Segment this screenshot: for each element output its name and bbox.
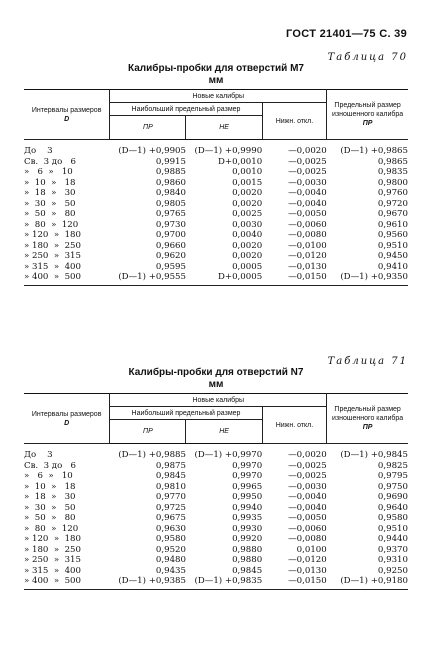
lower-dev-cell: —0,0120 <box>288 555 327 565</box>
worn-cell: 0,9610 <box>377 219 408 230</box>
lower-dev-cell: —0,0030 <box>288 177 327 188</box>
header-intervals-sym: D <box>64 419 70 427</box>
ne-cell: 0,0020 <box>232 251 263 261</box>
ne-cell: 0,0030 <box>232 219 263 230</box>
interval-cell: » 10 » 18 <box>24 481 76 492</box>
header-intervals <box>24 90 110 140</box>
worn-cell: (D—1) +0,9350 <box>340 272 408 282</box>
worn-cell: 0,9560 <box>377 230 408 240</box>
pr-cell: 0,9770 <box>155 492 186 502</box>
pr-cell: (D—1) +0,9885 <box>118 450 186 460</box>
lower-dev-cell: —0,0025 <box>288 167 327 177</box>
table-row <box>24 513 408 524</box>
ne-cell: 0,0040 <box>232 230 263 240</box>
pr-cell: 0,9630 <box>155 523 186 534</box>
pr-cell: 0,9435 <box>155 565 186 576</box>
table-row <box>24 524 408 535</box>
ne-cell: 0,9950 <box>232 492 263 502</box>
table-row <box>24 140 408 157</box>
table-71-unit: мм <box>208 379 224 390</box>
table-row <box>24 576 408 589</box>
interval-cell: » 180 » 250 <box>24 544 81 555</box>
header-lower-dev: Нижн. откл. <box>262 103 327 140</box>
ne-cell: (D—1) +0,9990 <box>194 146 263 156</box>
ne-cell: 0,0025 <box>232 209 263 219</box>
ne-cell: 0,9935 <box>232 513 263 523</box>
worn-cell: 0,9865 <box>377 156 408 167</box>
ne-cell: 0,0020 <box>232 188 263 198</box>
interval-cell: » 80 » 120 <box>24 219 79 230</box>
interval-cell: » 80 » 120 <box>24 523 79 534</box>
table-71 <box>24 393 408 589</box>
worn-cell: (D—1) +0,9845 <box>340 450 408 460</box>
worn-cell: 0,9450 <box>377 251 408 261</box>
ne-cell: 0,9965 <box>232 481 263 492</box>
ne-cell: D+0,0010 <box>218 156 263 167</box>
pr-cell: 0,9845 <box>155 471 186 481</box>
ne-cell: 0,9880 <box>232 544 263 555</box>
table-row <box>24 209 408 220</box>
header-worn <box>327 394 408 444</box>
table-70-section <box>24 52 408 286</box>
header-worn <box>327 90 408 140</box>
header-new-gauges: Новые калибры <box>110 90 327 103</box>
interval-cell: » 6 » 10 <box>24 471 73 481</box>
interval-cell: » 400 » 500 <box>24 272 81 282</box>
pr-cell: 0,9885 <box>155 167 186 177</box>
lower-dev-cell: —0,0025 <box>288 156 327 167</box>
table-70-title: Калибры-пробки для отверстий M7 <box>128 63 304 74</box>
interval-cell: До 3 <box>24 450 53 460</box>
lower-dev-cell: —0,0020 <box>288 450 327 460</box>
worn-cell: (D—1) +0,9180 <box>340 576 408 586</box>
table-row <box>24 545 408 556</box>
ne-cell: (D—1) +0,9970 <box>194 450 263 460</box>
interval-cell: » 250 » 315 <box>24 555 81 565</box>
ne-cell: 0,9970 <box>232 460 263 471</box>
table-71-bottom-rule <box>24 589 408 590</box>
pr-cell: 0,9840 <box>155 188 186 198</box>
interval-cell: » 10 » 18 <box>24 177 76 188</box>
lower-dev-cell: —0,0040 <box>288 188 327 198</box>
pr-cell: 0,9660 <box>155 240 186 251</box>
ne-cell: D+0,0005 <box>218 272 263 282</box>
pr-cell: 0,9805 <box>155 198 186 209</box>
lower-dev-cell: —0,0100 <box>288 240 327 251</box>
lower-dev-cell: —0,0020 <box>288 146 327 156</box>
header-worn-sym: ПР <box>362 120 373 127</box>
lower-dev-cell: —0,0150 <box>288 272 327 282</box>
pr-cell: 0,9700 <box>155 230 186 240</box>
header-intervals-label: Интервалы размеров <box>31 410 102 418</box>
table-row <box>24 444 408 461</box>
table-row <box>24 492 408 503</box>
header-new-gauges: Новые калибры <box>110 394 327 407</box>
ne-cell: 0,0020 <box>232 198 263 209</box>
header-intervals-label: Интервалы размеров <box>31 106 102 114</box>
table-71-section <box>24 356 408 590</box>
worn-cell: 0,9670 <box>377 209 408 219</box>
header-max-limit: Наибольший предельный размер <box>110 407 262 420</box>
table-row <box>24 178 408 189</box>
ne-cell: 0,9970 <box>232 471 263 481</box>
pr-cell: (D—1) +0,9905 <box>118 146 186 156</box>
ne-cell: 0,9930 <box>232 523 263 534</box>
lower-dev-cell: —0,0025 <box>288 460 327 471</box>
table-70-bottom-rule <box>24 285 408 286</box>
worn-cell: (D—1) +0,9865 <box>340 146 408 156</box>
pr-cell: 0,9520 <box>155 544 186 555</box>
interval-cell: » 50 » 80 <box>24 209 76 219</box>
worn-cell: 0,9510 <box>377 523 408 534</box>
pr-cell: 0,9620 <box>155 251 186 261</box>
interval-cell: До 3 <box>24 146 53 156</box>
interval-cell: » 400 » 500 <box>24 576 81 586</box>
table-row <box>24 503 408 514</box>
lower-dev-cell: —0,0130 <box>288 565 327 576</box>
ne-cell: 0,0010 <box>232 167 263 177</box>
ne-cell: 0,9845 <box>232 565 263 576</box>
worn-cell: 0,9720 <box>377 198 408 209</box>
ne-cell: (D—1) +0,9835 <box>194 576 263 586</box>
header-ne: НЕ <box>186 116 262 140</box>
worn-cell: 0,9760 <box>377 188 408 198</box>
ne-cell: 0,9920 <box>232 534 263 544</box>
pr-cell: 0,9730 <box>155 219 186 230</box>
pr-cell: 0,9810 <box>155 481 186 492</box>
pr-cell: 0,9765 <box>155 209 186 219</box>
lower-dev-cell: —0,0040 <box>288 502 327 513</box>
table-row <box>24 220 408 231</box>
pr-cell: (D—1) +0,9385 <box>118 576 186 586</box>
lower-dev-cell: —0,0080 <box>288 534 327 544</box>
header-worn-label: Предельный размер изношенного калибра <box>332 406 404 422</box>
table-row <box>24 167 408 178</box>
interval-cell: » 18 » 30 <box>24 188 76 198</box>
interval-cell: » 180 » 250 <box>24 240 81 251</box>
table-row <box>24 566 408 577</box>
table-row <box>24 262 408 273</box>
table-row <box>24 188 408 199</box>
interval-cell: » 30 » 50 <box>24 198 76 209</box>
table-row <box>24 471 408 482</box>
table-70 <box>24 89 408 285</box>
worn-cell: 0,9795 <box>377 471 408 481</box>
lower-dev-cell: —0,0080 <box>288 230 327 240</box>
table-70-unit: мм <box>208 75 224 86</box>
interval-cell: » 50 » 80 <box>24 513 76 523</box>
table-row <box>24 461 408 472</box>
worn-cell: 0,9440 <box>377 534 408 544</box>
pr-cell: 0,9725 <box>155 502 186 513</box>
interval-cell: » 30 » 50 <box>24 502 76 513</box>
interval-cell: Св. 3 до 6 <box>24 156 76 167</box>
table-71-number: Таблица 71 <box>327 356 408 367</box>
worn-cell: 0,9750 <box>377 481 408 492</box>
lower-dev-cell: 0,0100 <box>296 544 327 555</box>
table-70-number: Таблица 70 <box>327 52 408 63</box>
ne-cell: 0,0020 <box>232 240 263 251</box>
header-intervals <box>24 394 110 444</box>
lower-dev-cell: —0,0050 <box>288 209 327 219</box>
header-max-limit: Наибольший предельный размер <box>110 103 262 116</box>
page-header: ГОСТ 21401—75 С. 39 <box>286 28 407 40</box>
header-pr: ПР <box>110 420 186 444</box>
header-ne: НЕ <box>186 420 262 444</box>
worn-cell: 0,9825 <box>377 460 408 471</box>
table-row <box>24 555 408 566</box>
pr-cell: 0,9875 <box>155 460 186 471</box>
header-pr: ПР <box>110 116 186 140</box>
header-worn-label: Предельный размер изношенного калибра <box>332 102 404 118</box>
interval-cell: » 250 » 315 <box>24 251 81 261</box>
table-row <box>24 251 408 262</box>
header-worn-sym: ПР <box>362 424 373 431</box>
worn-cell: 0,9250 <box>377 565 408 576</box>
interval-cell: » 315 » 400 <box>24 261 81 272</box>
table-row <box>24 482 408 493</box>
worn-cell: 0,9370 <box>377 544 408 555</box>
interval-cell: » 18 » 30 <box>24 492 76 502</box>
lower-dev-cell: —0,0040 <box>288 492 327 502</box>
header-lower-dev: Нижн. откл. <box>262 407 327 444</box>
interval-cell: » 120 » 180 <box>24 534 81 544</box>
table-71-title: Калибры-пробки для отверстий N7 <box>128 367 304 378</box>
interval-cell: » 315 » 400 <box>24 565 81 576</box>
lower-dev-cell: —0,0130 <box>288 261 327 272</box>
worn-cell: 0,9510 <box>377 240 408 251</box>
worn-cell: 0,9690 <box>377 492 408 502</box>
lower-dev-cell: —0,0060 <box>288 523 327 534</box>
pr-cell: 0,9675 <box>155 513 186 523</box>
interval-cell: Св. 3 до 6 <box>24 460 76 471</box>
ne-cell: 0,9880 <box>232 555 263 565</box>
worn-cell: 0,9800 <box>377 177 408 188</box>
table-row <box>24 534 408 545</box>
lower-dev-cell: —0,0040 <box>288 198 327 209</box>
pr-cell: 0,9480 <box>155 555 186 565</box>
table-row <box>24 230 408 241</box>
pr-cell: 0,9915 <box>155 156 186 167</box>
lower-dev-cell: —0,0030 <box>288 481 327 492</box>
ne-cell: 0,0015 <box>232 177 263 188</box>
worn-cell: 0,9580 <box>377 513 408 523</box>
worn-cell: 0,9310 <box>377 555 408 565</box>
pr-cell: 0,9595 <box>155 261 186 272</box>
pr-cell: 0,9580 <box>155 534 186 544</box>
ne-cell: 0,9940 <box>232 502 263 513</box>
pr-cell: (D—1) +0,9555 <box>118 272 186 282</box>
lower-dev-cell: —0,0050 <box>288 513 327 523</box>
worn-cell: 0,9835 <box>377 167 408 177</box>
lower-dev-cell: —0,0120 <box>288 251 327 261</box>
lower-dev-cell: —0,0060 <box>288 219 327 230</box>
pr-cell: 0,9860 <box>155 177 186 188</box>
interval-cell: » 6 » 10 <box>24 167 73 177</box>
interval-cell: » 120 » 180 <box>24 230 81 240</box>
ne-cell: 0,0005 <box>232 261 263 272</box>
lower-dev-cell: —0,0025 <box>288 471 327 481</box>
header-intervals-sym: D <box>64 115 70 123</box>
table-row <box>24 272 408 285</box>
table-row <box>24 199 408 210</box>
table-row <box>24 157 408 168</box>
lower-dev-cell: —0,0150 <box>288 576 327 586</box>
worn-cell: 0,9640 <box>377 502 408 513</box>
table-row <box>24 241 408 252</box>
worn-cell: 0,9410 <box>377 261 408 272</box>
